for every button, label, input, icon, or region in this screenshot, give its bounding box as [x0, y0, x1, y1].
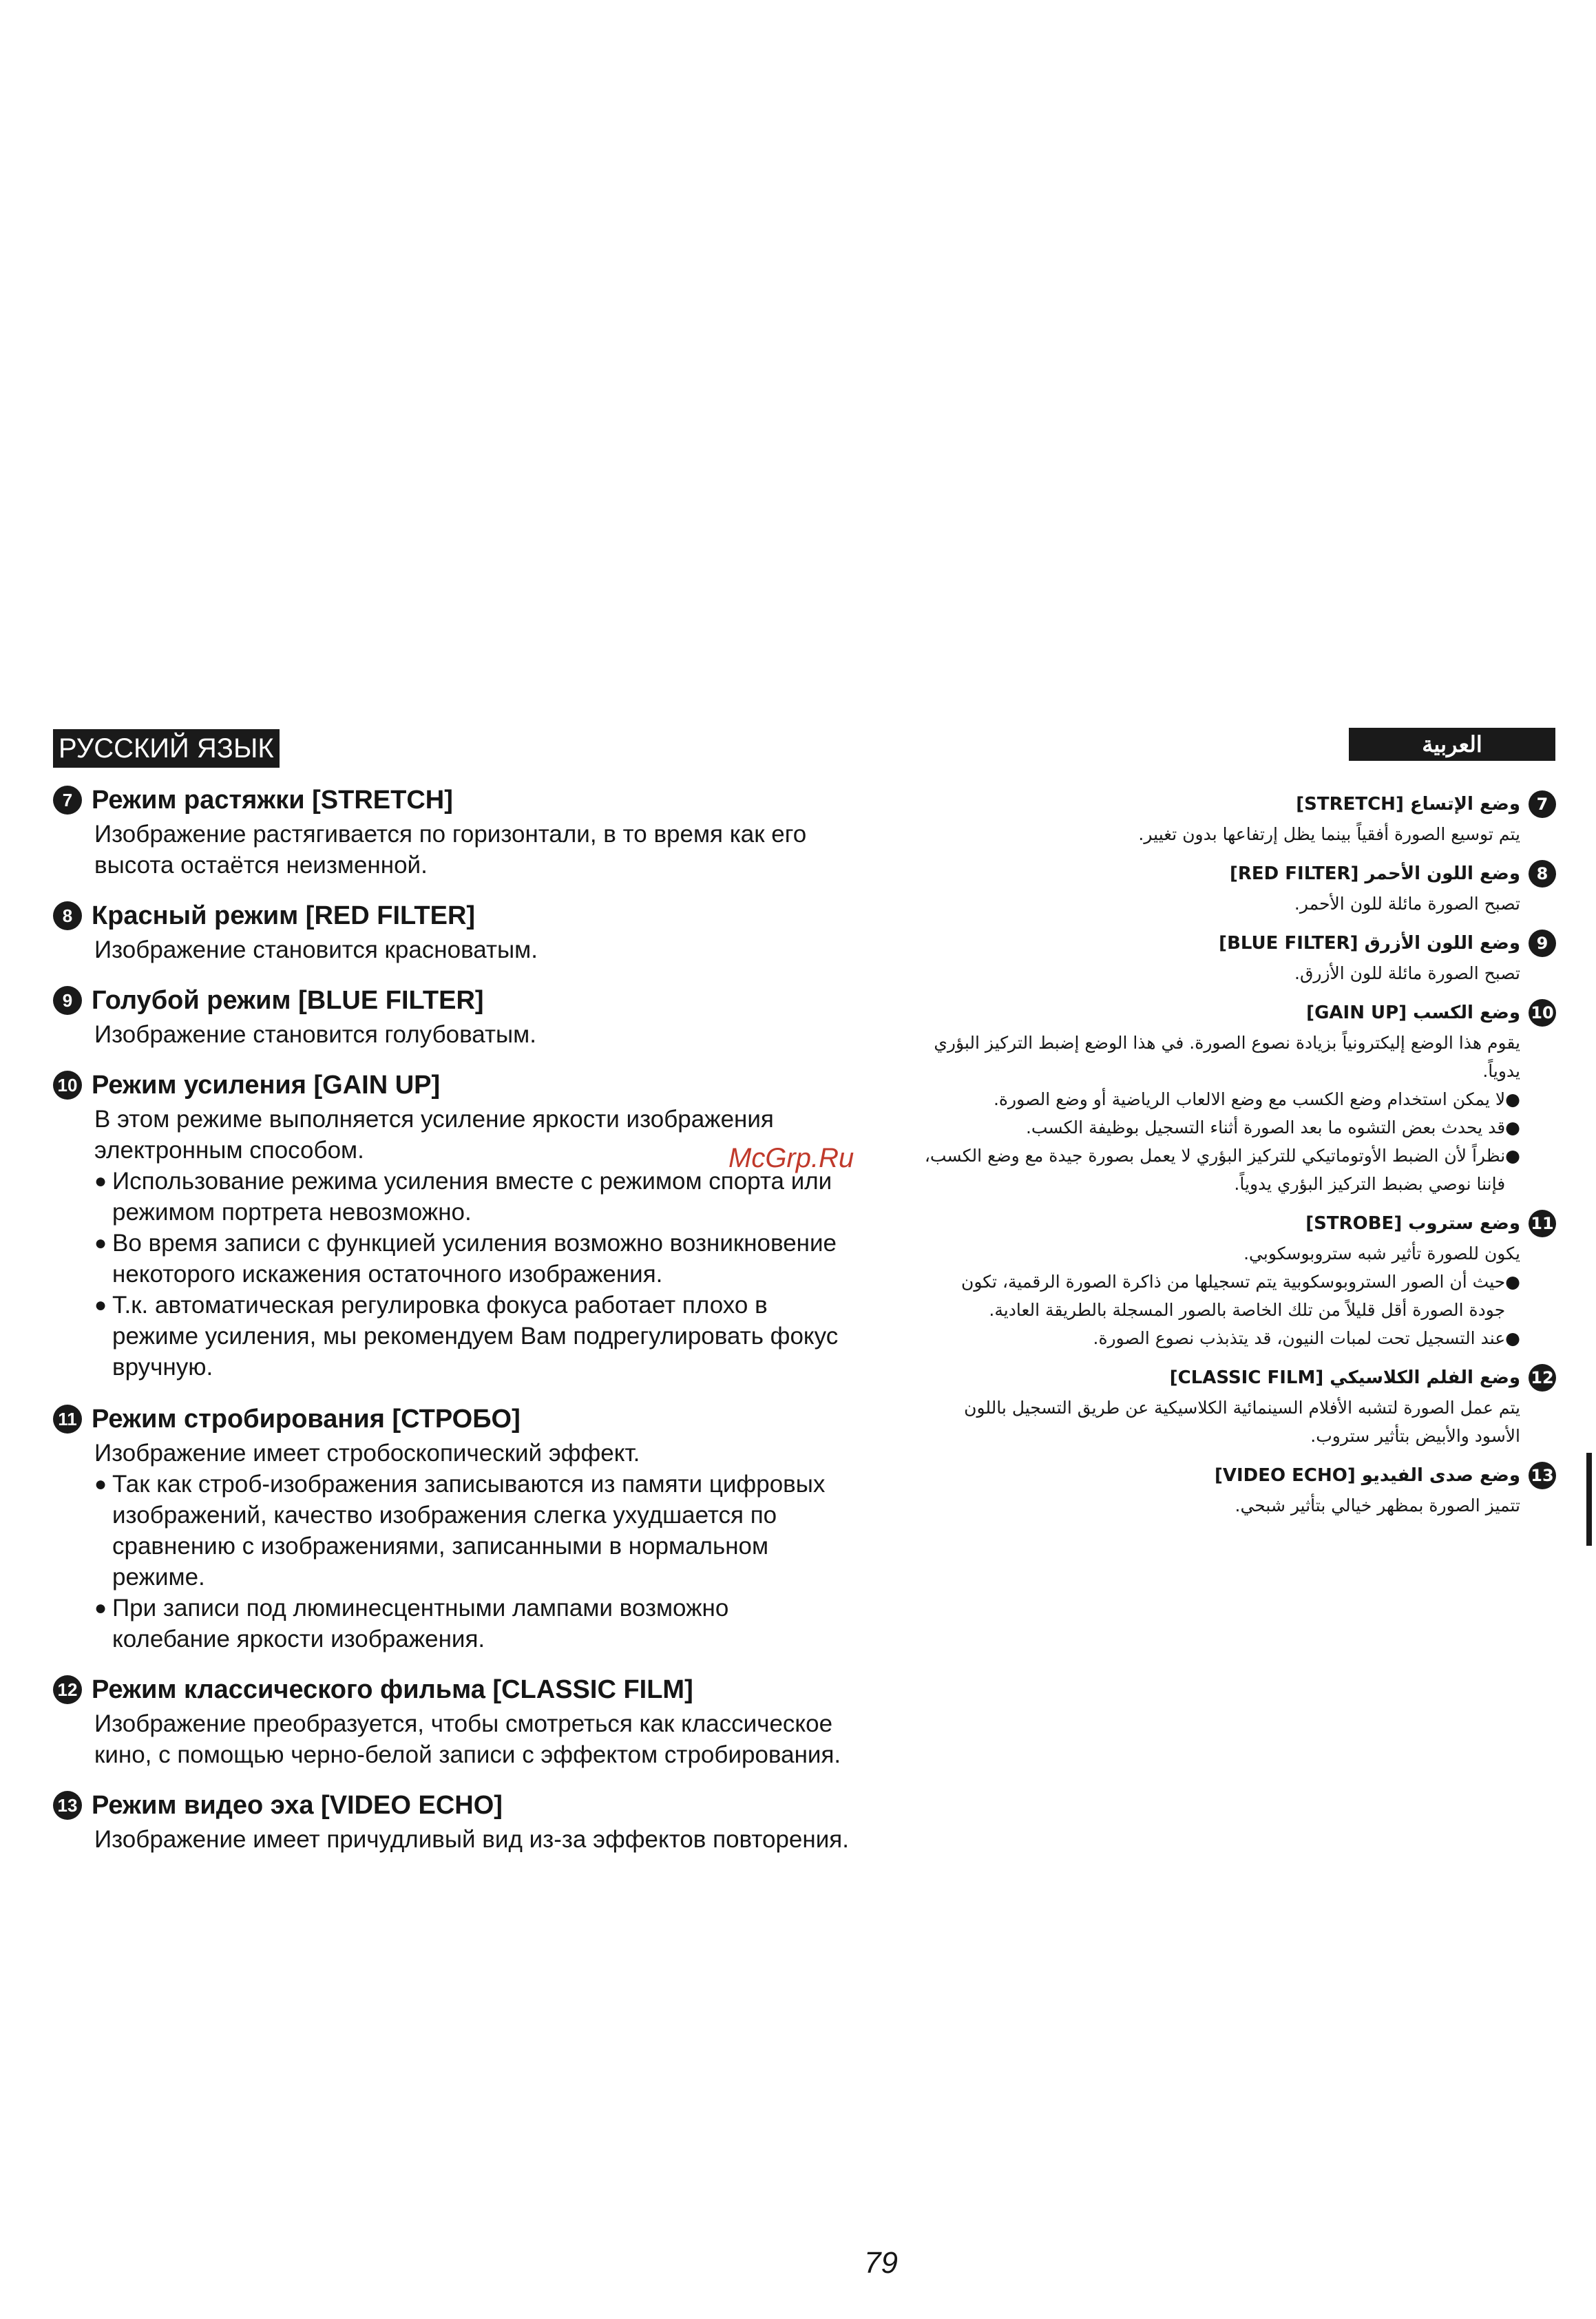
- section-11: [53, 1400, 852, 1655]
- section-body: يتم توسيع الصورة أفقياً بينما يظل إرتفاعها بدون تغيير.: [1138, 824, 1520, 844]
- section-title: Режим растяжки [STRETCH]: [92, 786, 453, 815]
- section-number-badge: 13: [1529, 1462, 1556, 1489]
- section-heading: [53, 1787, 852, 1824]
- section-body: تتميز الصورة بمظهر خيالي بتأثير شبحي.: [1235, 1496, 1520, 1515]
- section-body: يقوم هذا الوضع إليكترونياً بزيادة نصوع الصورة. في هذا الوضع إضبط التركيز البؤري يدوياً.: [934, 1033, 1520, 1081]
- bullet-item: [923, 1324, 1520, 1352]
- section-title: وضع ستروب [STROBE]: [1305, 1213, 1520, 1234]
- section-title: Режим видео эха [VIDEO ECHO]: [92, 1791, 503, 1820]
- bullet-text: Во время записи с функцией усиления возможно возникновение некоторого искажения остаточного изображения.: [112, 1230, 837, 1288]
- section-9: [923, 927, 1556, 987]
- bullet-item: [94, 1469, 852, 1593]
- bullet-icon: ●: [1505, 1117, 1520, 1137]
- bullet-icon: ●: [94, 1294, 107, 1316]
- bullet-text: Так как строб-изображения записываются из памяти цифровых изображений, качество изображения слегка ухудшается по сравнению с изображениями, записанными в нормальном режиме.: [112, 1471, 826, 1591]
- section-body: Изображение преобразуется, чтобы смотреться как классическое кино, с помощью черно-белой записи с эффектом стробирования.: [94, 1710, 841, 1768]
- section-7: [53, 781, 852, 881]
- section-12: [53, 1671, 852, 1770]
- section-title: وضع الإتساع [STRETCH]: [1296, 794, 1520, 815]
- bullet-text: حيث أن الصور الستروبوسكوبية يتم تسجيلها من ذاكرة الصورة الرقمية، تكون جودة الصورة أقل قليلاً من تلك الخاصة بالصور المسجلة بالطريقة العادية.: [960, 1272, 1506, 1320]
- bullet-item: [923, 1142, 1520, 1198]
- section-heading: [53, 1671, 852, 1708]
- section-body: Изображение растягивается по горизонтали, в то время как его высота остаётся неизменной.: [94, 821, 807, 879]
- section-number-badge: 12: [1529, 1364, 1556, 1392]
- section-9: [53, 982, 852, 1050]
- bullet-icon: ●: [1505, 1328, 1520, 1348]
- section-title: Красный режим [RED FILTER]: [92, 901, 476, 930]
- section-number-badge: 8: [1529, 860, 1556, 888]
- bullet-item: [923, 1085, 1520, 1113]
- page-edge-marker: [1586, 1453, 1592, 1546]
- section-12: [923, 1362, 1556, 1450]
- section-number-badge: 12: [53, 1675, 82, 1704]
- bullet-item: [923, 1268, 1520, 1324]
- section-7: [923, 788, 1556, 848]
- bullet-icon: ●: [1505, 1089, 1520, 1109]
- bullet-icon: ●: [94, 1473, 107, 1496]
- bullet-text: عند التسجيل تحت لمبات النيون، قد يتذبذب نصوع الصورة.: [1093, 1328, 1506, 1348]
- section-number-badge: 9: [53, 986, 82, 1015]
- bullet-item: [94, 1290, 852, 1383]
- section-title: Режим классического фильма [CLASSIC FILM]: [92, 1675, 693, 1704]
- section-heading: [53, 781, 852, 819]
- section-title: Режим стробирования [СТРОБО]: [92, 1405, 521, 1434]
- section-number-badge: 11: [1529, 1210, 1556, 1237]
- section-heading: [923, 1208, 1556, 1239]
- section-8: [53, 897, 852, 965]
- section-number-badge: 9: [1529, 930, 1556, 957]
- section-8: [923, 858, 1556, 918]
- section-heading: [923, 788, 1556, 820]
- section-number-badge: 10: [1529, 999, 1556, 1027]
- russian-column: [53, 781, 852, 1871]
- section-body: Изображение имеет стробоскопический эффект.: [94, 1440, 640, 1467]
- section-title: وضع الكسب [GAIN UP]: [1306, 1003, 1520, 1023]
- arabic-language-badge: العربية: [1349, 728, 1555, 761]
- bullet-item: [94, 1228, 852, 1290]
- section-body: يتم عمل الصورة لتشبه الأفلام السينمائية الكلاسيكية عن طريق التسجيل باللون الأسود والأبيض بتأثير ستروب.: [964, 1398, 1520, 1446]
- section-title: وضع الفلم الكلاسيكي [CLASSIC FILM]: [1169, 1367, 1520, 1388]
- section-heading: [53, 897, 852, 934]
- section-body: تصبح الصورة مائلة للون الأحمر.: [1294, 894, 1520, 914]
- section-title: Режим усиления [GAIN UP]: [92, 1071, 441, 1100]
- section-heading: [923, 858, 1556, 890]
- arabic-column: [923, 788, 1556, 1529]
- section-heading: [923, 1460, 1556, 1491]
- section-heading: [923, 927, 1556, 959]
- bullet-text: Т.к. автоматическая регулировка фокуса работает плохо в режиме усиления, мы рекомендуем Вам подрегулировать фокус вручную.: [112, 1292, 839, 1381]
- section-11: [923, 1208, 1556, 1352]
- bullet-text: Использование режима усиления вместе с режимом спорта или режимом портрета невозможно.: [112, 1168, 832, 1226]
- bullet-icon: ●: [1505, 1146, 1520, 1166]
- bullet-text: قد يحدث بعض التشوه ما بعد الصورة أثناء التسجيل بوظيفة الكسب.: [1025, 1117, 1506, 1137]
- section-10: [53, 1067, 852, 1383]
- section-heading: [923, 997, 1556, 1029]
- bullet-text: لا يمكن استخدام وضع الكسب مع وضع الالعاب الرياضية أو وضع الصورة.: [993, 1089, 1506, 1109]
- section-body: Изображение имеет причудливый вид из-за эффектов повторения.: [94, 1826, 849, 1853]
- section-13: [53, 1787, 852, 1855]
- section-13: [923, 1460, 1556, 1520]
- section-number-badge: 11: [53, 1405, 82, 1434]
- section-heading: [53, 1067, 852, 1104]
- bullet-icon: ●: [94, 1170, 107, 1193]
- section-10: [923, 997, 1556, 1198]
- section-number-badge: 10: [53, 1071, 82, 1100]
- bullet-item: [94, 1166, 852, 1228]
- section-title: وضع اللون الأزرق [BLUE FILTER]: [1219, 933, 1520, 954]
- section-title: Голубой режим [BLUE FILTER]: [92, 986, 484, 1015]
- section-number-badge: 13: [53, 1791, 82, 1820]
- bullet-icon: ●: [94, 1232, 107, 1255]
- bullet-item: [923, 1113, 1520, 1142]
- section-body: В этом режиме выполняется усиление яркости изображения электронным способом.: [94, 1106, 774, 1164]
- section-number-badge: 7: [53, 786, 82, 815]
- bullet-icon: ●: [1505, 1272, 1520, 1292]
- russian-language-badge: РУССКИЙ ЯЗЫК: [53, 729, 280, 768]
- section-heading: [53, 1400, 852, 1438]
- section-heading: [923, 1362, 1556, 1394]
- watermark: McGrp.Ru: [728, 1143, 854, 1173]
- section-body: يكون للصورة تأثير شبه ستروبوسكوبي.: [1243, 1244, 1520, 1263]
- section-body: Изображение становится красноватым.: [94, 936, 538, 963]
- bullet-item: [94, 1593, 852, 1655]
- section-body: تصبح الصورة مائلة للون الأزرق.: [1294, 963, 1520, 983]
- section-heading: [53, 982, 852, 1019]
- section-number-badge: 8: [53, 901, 82, 930]
- bullet-text: نظراً لأن الضبط الأوتوماتيكي للتركيز البؤري لا يعمل بصورة جيدة مع وضع الكسب، فإننا نوصي بضبط التركيز البؤري يدوياً.: [924, 1146, 1506, 1194]
- section-title: وضع صدى الفيديو [VIDEO ECHO]: [1214, 1465, 1520, 1486]
- bullet-text: При записи под люминесцентными лампами возможно колебание яркости изображения.: [112, 1595, 729, 1652]
- section-number-badge: 7: [1529, 790, 1556, 818]
- page-number: 79: [864, 2246, 898, 2280]
- section-body: Изображение становится голубоватым.: [94, 1021, 536, 1048]
- bullet-icon: ●: [94, 1597, 107, 1619]
- section-title: وضع اللون الأحمر [RED FILTER]: [1229, 863, 1520, 884]
